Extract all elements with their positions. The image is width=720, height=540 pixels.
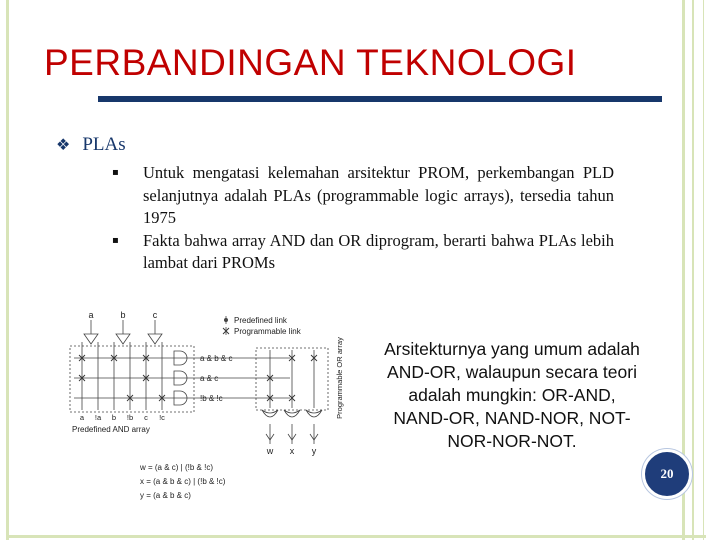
input-label: a bbox=[88, 310, 94, 320]
product-term-label: !b & !c bbox=[200, 394, 223, 403]
section-heading-text: PLAs bbox=[82, 134, 126, 155]
title-underline bbox=[98, 96, 662, 102]
pla-architecture-diagram bbox=[60, 306, 380, 508]
input-line-label: a bbox=[79, 413, 85, 422]
callout-text: Arsitekturnya yang umum adalah AND-OR, walaupun secara teori adalah mungkin: OR-AND, NAND-OR, NAND-NOR, NOT-NOR-NOR-NOT. bbox=[384, 339, 640, 451]
input-line-label: !a bbox=[94, 413, 102, 422]
slide-frame-right-line bbox=[692, 0, 694, 540]
legend-label: Predefined link bbox=[234, 316, 287, 325]
square-bullet-icon: ▪ bbox=[112, 234, 119, 246]
bullet-list bbox=[112, 162, 614, 275]
bullet-item bbox=[112, 230, 614, 275]
bullet-text: Fakta bahwa array AND dan OR diprogram, berarti bahwa PLAs lebih lambat dari PROMs bbox=[143, 230, 614, 272]
input-line-label: b bbox=[111, 413, 117, 422]
square-bullet-icon: ▪ bbox=[112, 167, 119, 178]
equation-text: y = (a & b & c) bbox=[140, 491, 191, 500]
slide-frame-bottom-line bbox=[6, 535, 706, 538]
output-label: w bbox=[266, 446, 274, 456]
output-label: x bbox=[289, 446, 295, 456]
bullet-text: Untuk mengatasi kelemahan arsitektur PROM, perkembangan PLD selanjutnya adalah PLAs (programmable logic arrays), tersedia tahun 1975 bbox=[143, 163, 614, 227]
equation-text: w = (a & c) | (!b & !c) bbox=[140, 463, 213, 472]
slide-title: PERBANDINGAN TEKNOLOGI bbox=[44, 42, 577, 83]
or-array-label: Programmable OR array bbox=[335, 337, 344, 419]
product-term-label: a & b & c bbox=[200, 354, 233, 363]
output-label: y bbox=[311, 446, 317, 456]
and-array-label: Predefined AND array bbox=[72, 425, 150, 434]
bullet-item bbox=[112, 162, 614, 230]
input-label: b bbox=[120, 310, 126, 320]
legend-label: Programmable link bbox=[234, 327, 301, 336]
input-label: c bbox=[152, 310, 158, 320]
page-number-badge: 20 bbox=[642, 449, 692, 499]
slide-frame-left-line bbox=[6, 0, 9, 540]
product-term-label: a & c bbox=[200, 374, 219, 383]
slide-frame-right-line bbox=[703, 0, 704, 540]
input-line-label: c bbox=[144, 413, 148, 422]
section-heading bbox=[56, 134, 126, 156]
diamond-bullet-icon: ❖ bbox=[56, 135, 71, 154]
input-line-label: !c bbox=[159, 413, 165, 422]
equation-text: x = (a & b & c) | (!b & !c) bbox=[140, 477, 226, 486]
input-line-label: !b bbox=[126, 413, 134, 422]
